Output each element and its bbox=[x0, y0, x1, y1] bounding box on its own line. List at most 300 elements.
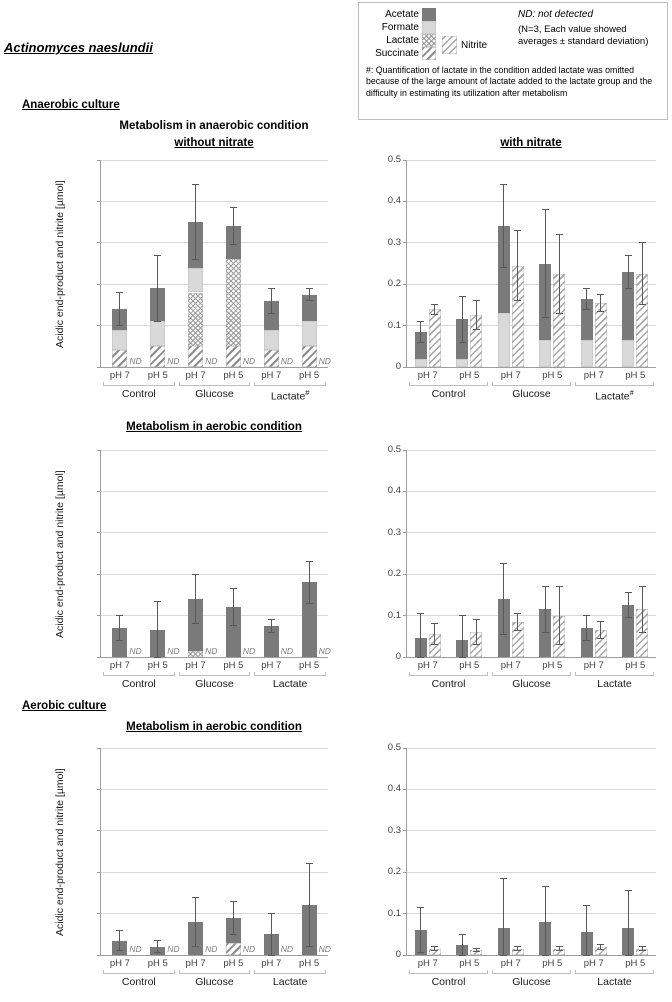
error-bar bbox=[119, 930, 120, 951]
y-axis-tick bbox=[403, 325, 407, 326]
ph-label: pH 7 bbox=[261, 370, 282, 381]
error-bar-cap bbox=[556, 946, 563, 947]
error-bar-cap bbox=[500, 184, 507, 185]
y-axis-tick bbox=[97, 160, 101, 161]
error-bar-cap bbox=[306, 300, 313, 301]
nd-label: ND bbox=[205, 944, 218, 954]
error-bar bbox=[559, 235, 560, 314]
error-bar-cap bbox=[500, 634, 507, 635]
nd-label: ND bbox=[242, 944, 256, 954]
error-bar-cap bbox=[116, 640, 123, 641]
error-bar-cap bbox=[597, 944, 604, 945]
lactate-bar-segment bbox=[188, 651, 203, 657]
gridline bbox=[407, 830, 656, 831]
error-bar-cap bbox=[431, 623, 438, 624]
error-bar-cap bbox=[459, 296, 466, 297]
succinate-bar-segment bbox=[302, 346, 317, 367]
nd-label: ND bbox=[205, 356, 218, 366]
y-axis-tick bbox=[403, 615, 407, 616]
section-anaerobic-culture: Anaerobic culture bbox=[22, 99, 120, 111]
group-label: Control bbox=[431, 388, 466, 400]
ph-label: pH 7 bbox=[500, 958, 521, 969]
legend-label-succinate: Succinate bbox=[375, 48, 419, 59]
row2-heading: Metabolism in aerobic condition bbox=[126, 421, 302, 433]
error-bar-cap bbox=[473, 300, 480, 301]
group-label: Lactate# bbox=[595, 388, 634, 403]
succinate-swatch-icon bbox=[422, 47, 436, 60]
y-axis-tick bbox=[97, 830, 101, 831]
error-bar-cap bbox=[639, 242, 646, 243]
error-bar bbox=[420, 321, 421, 342]
ph-label: pH 7 bbox=[261, 958, 282, 969]
chart-anaerobic-with-nitrate bbox=[387, 154, 656, 403]
formate-bar-segment bbox=[415, 359, 427, 367]
ph-label: pH 7 bbox=[583, 660, 604, 671]
error-bar bbox=[420, 907, 421, 953]
nd-label: ND bbox=[280, 646, 294, 656]
error-bar-cap bbox=[583, 640, 590, 641]
y-axis-tick bbox=[403, 160, 407, 161]
group-label: Glucose bbox=[512, 388, 551, 400]
error-bar-cap bbox=[556, 950, 563, 951]
error-bar bbox=[545, 887, 546, 955]
panel-title-with-nitrate: with nitrate bbox=[500, 137, 562, 149]
error-bar-cap bbox=[500, 563, 507, 564]
error-bar-cap bbox=[625, 288, 632, 289]
error-bar-cap bbox=[192, 184, 199, 185]
error-bar-cap bbox=[639, 304, 646, 305]
y-tick-label: 0.4 bbox=[387, 783, 401, 795]
nd-not-detected-note: ND: not detected bbox=[518, 9, 594, 20]
error-bar bbox=[517, 614, 518, 631]
y-tick-label: 0 bbox=[395, 949, 401, 960]
group-bracket bbox=[179, 382, 251, 386]
group-bracket bbox=[103, 672, 175, 676]
error-bar-cap bbox=[431, 644, 438, 645]
error-bar-cap bbox=[192, 946, 199, 947]
nitrite-bar-segment bbox=[429, 309, 441, 367]
nd-label: ND bbox=[167, 646, 180, 656]
ph-label: pH 7 bbox=[109, 958, 130, 969]
error-bar-cap bbox=[230, 588, 237, 589]
formate-bar-segment bbox=[150, 321, 165, 346]
gridline bbox=[407, 532, 656, 533]
gridline bbox=[101, 450, 328, 451]
lactate-swatch-icon bbox=[422, 34, 436, 47]
y-axis-tick bbox=[403, 242, 407, 243]
gridline bbox=[101, 789, 328, 790]
y-axis-tick bbox=[97, 872, 101, 873]
error-bar bbox=[600, 622, 601, 639]
gridline bbox=[101, 872, 328, 873]
chart-aerobic-culture-with-nitrate bbox=[387, 742, 656, 988]
gridline bbox=[101, 491, 328, 492]
nd-label: ND bbox=[318, 646, 331, 656]
error-bar bbox=[157, 255, 158, 321]
error-bar bbox=[195, 185, 196, 260]
error-bar bbox=[476, 301, 477, 330]
group-bracket bbox=[409, 970, 488, 974]
y-tick-label: 0.3 bbox=[387, 236, 401, 248]
error-bar-cap bbox=[116, 930, 123, 931]
error-bar-cap bbox=[500, 878, 507, 879]
error-bar-cap bbox=[639, 632, 646, 633]
error-bar-cap bbox=[154, 952, 161, 953]
error-bar bbox=[434, 304, 435, 314]
gridline bbox=[407, 284, 656, 285]
error-bar-cap bbox=[268, 955, 275, 956]
ph-label: pH 7 bbox=[417, 660, 438, 671]
error-bar-cap bbox=[154, 321, 161, 322]
row3-heading: Metabolism in aerobic condition bbox=[126, 721, 302, 733]
gridline bbox=[407, 913, 656, 914]
n3-note: (N=3, Each value showed averages ± standard deviation) bbox=[518, 24, 649, 48]
legend-series-stack bbox=[366, 8, 514, 60]
error-bar-cap bbox=[473, 329, 480, 330]
error-bar-cap bbox=[625, 890, 632, 891]
error-bar-cap bbox=[116, 950, 123, 951]
y-tick-label: 0.4 bbox=[387, 195, 401, 207]
error-bar bbox=[309, 288, 310, 300]
group-bracket bbox=[492, 672, 571, 676]
error-bar bbox=[119, 293, 120, 326]
lactate-bar-segment bbox=[226, 259, 241, 346]
error-bar-cap bbox=[306, 288, 313, 289]
error-bar-cap bbox=[473, 619, 480, 620]
y-axis-tick bbox=[403, 367, 407, 368]
y-axis-tick bbox=[403, 872, 407, 873]
error-bar-cap bbox=[192, 623, 199, 624]
ph-label: pH 7 bbox=[185, 958, 206, 969]
group-label: Lactate bbox=[272, 678, 308, 690]
error-bar-cap bbox=[473, 951, 480, 952]
error-bar-cap bbox=[500, 955, 507, 956]
error-bar-cap bbox=[268, 313, 275, 314]
error-bar bbox=[600, 295, 601, 312]
error-bar bbox=[517, 230, 518, 300]
error-bar bbox=[462, 297, 463, 343]
nd-label: ND bbox=[167, 944, 180, 954]
nd-label: ND bbox=[242, 646, 256, 656]
error-bar-cap bbox=[514, 630, 521, 631]
error-bar-cap bbox=[625, 617, 632, 618]
gridline bbox=[101, 242, 328, 243]
group-bracket bbox=[179, 970, 251, 974]
y-axis-tick bbox=[97, 789, 101, 790]
y-axis-tick bbox=[403, 657, 407, 658]
error-bar bbox=[628, 593, 629, 618]
error-bar-cap bbox=[154, 601, 161, 602]
error-bar bbox=[462, 616, 463, 657]
error-bar-cap bbox=[230, 934, 237, 935]
error-bar-cap bbox=[514, 950, 521, 951]
error-bar-cap bbox=[597, 638, 604, 639]
error-bar-cap bbox=[556, 586, 563, 587]
error-bar-cap bbox=[154, 255, 161, 256]
error-bar-cap bbox=[639, 586, 646, 587]
ph-label: pH 5 bbox=[459, 370, 480, 381]
legend-content bbox=[366, 8, 660, 60]
ph-label: pH 5 bbox=[625, 370, 646, 381]
y-tick-label: 0.3 bbox=[387, 824, 401, 836]
y-axis-tick bbox=[403, 284, 407, 285]
gridline bbox=[101, 325, 328, 326]
y-axis-tick bbox=[403, 574, 407, 575]
ph-label: pH 7 bbox=[583, 370, 604, 381]
ph-label: pH 5 bbox=[625, 660, 646, 671]
section-aerobic-culture: Aerobic culture bbox=[22, 700, 107, 712]
formate-bar-segment bbox=[112, 330, 127, 351]
error-bar bbox=[628, 255, 629, 288]
error-bar-cap bbox=[500, 267, 507, 268]
gridline bbox=[101, 748, 328, 749]
y-axis-tick bbox=[403, 491, 407, 492]
error-bar-cap bbox=[417, 342, 424, 343]
error-bar-cap bbox=[625, 955, 632, 956]
error-bar bbox=[642, 587, 643, 633]
chart-anaerobic-without-nitrate bbox=[100, 160, 331, 403]
gridline bbox=[407, 160, 656, 161]
error-bar-cap bbox=[230, 901, 237, 902]
error-bar-cap bbox=[192, 259, 199, 260]
formate-bar-segment bbox=[581, 340, 593, 367]
gridline bbox=[101, 160, 328, 161]
formate-bar-segment bbox=[302, 321, 317, 346]
hash-footnote: #: Quantification of lactate in the condition added lactate was omitted because of the large amount of lactate added to the lactate group and the difficulty in estimating its utilization after metabolism bbox=[366, 65, 653, 98]
group-label: Glucose bbox=[195, 976, 234, 988]
group-bracket bbox=[254, 382, 326, 386]
error-bar-cap bbox=[514, 946, 521, 947]
nd-label: ND bbox=[129, 356, 142, 366]
error-bar-cap bbox=[192, 897, 199, 898]
error-bar-cap bbox=[417, 657, 424, 658]
error-bar-cap bbox=[542, 586, 549, 587]
group-bracket bbox=[575, 672, 654, 676]
nd-label: ND bbox=[280, 944, 294, 954]
error-bar bbox=[503, 185, 504, 268]
error-bar-cap bbox=[268, 913, 275, 914]
group-label: Glucose bbox=[195, 388, 234, 400]
y-tick-label: 0 bbox=[395, 651, 401, 662]
error-bar-cap bbox=[473, 644, 480, 645]
y-tick-label: 0.1 bbox=[387, 609, 401, 621]
error-bar-cap bbox=[583, 615, 590, 616]
ph-label: pH 5 bbox=[625, 958, 646, 969]
error-bar-cap bbox=[154, 940, 161, 941]
y-axis-tick bbox=[403, 789, 407, 790]
y-tick-label: 0.3 bbox=[387, 526, 401, 538]
error-bar-cap bbox=[459, 934, 466, 935]
error-bar-cap bbox=[625, 255, 632, 256]
nitrite-swatch-icon bbox=[442, 36, 457, 54]
error-bar-cap bbox=[597, 311, 604, 312]
ph-label: pH 7 bbox=[583, 958, 604, 969]
group-label: Glucose bbox=[512, 678, 551, 690]
error-bar-cap bbox=[583, 309, 590, 310]
nd-label: ND bbox=[129, 944, 142, 954]
error-bar-cap bbox=[459, 342, 466, 343]
error-bar bbox=[119, 616, 120, 641]
error-bar-cap bbox=[583, 288, 590, 289]
error-bar bbox=[559, 587, 560, 645]
error-bar bbox=[271, 914, 272, 955]
y-axis-tick bbox=[403, 201, 407, 202]
group-label: Control bbox=[431, 678, 466, 690]
error-bar-cap bbox=[306, 561, 313, 562]
gridline bbox=[407, 325, 656, 326]
y-axis-tick bbox=[97, 574, 101, 575]
y-tick-label: 0.5 bbox=[387, 444, 401, 455]
formate-bar-segment bbox=[456, 359, 468, 367]
error-bar bbox=[545, 587, 546, 633]
ph-label: pH 5 bbox=[542, 370, 563, 381]
lactate-bar-segment bbox=[188, 293, 203, 347]
gridline bbox=[101, 830, 328, 831]
error-bar bbox=[586, 288, 587, 309]
formate-bar-segment bbox=[622, 340, 634, 367]
formate-bar-segment bbox=[498, 313, 510, 367]
error-bar-cap bbox=[625, 592, 632, 593]
error-bar-cap bbox=[417, 321, 424, 322]
error-bar-cap bbox=[306, 603, 313, 604]
gridline bbox=[407, 748, 656, 749]
legend-item-acetate bbox=[366, 8, 514, 21]
error-bar-cap bbox=[459, 657, 466, 658]
y-axis-tick bbox=[97, 242, 101, 243]
error-bar-cap bbox=[431, 304, 438, 305]
error-bar-cap bbox=[583, 955, 590, 956]
error-bar bbox=[503, 564, 504, 634]
error-bar-cap bbox=[116, 325, 123, 326]
error-bar-cap bbox=[192, 574, 199, 575]
error-bar bbox=[309, 864, 310, 947]
error-bar-cap bbox=[597, 621, 604, 622]
ph-label: pH 7 bbox=[417, 370, 438, 381]
group-bracket bbox=[575, 970, 654, 974]
y-axis-tick bbox=[403, 450, 407, 451]
ph-label: pH 7 bbox=[109, 370, 130, 381]
error-bar-cap bbox=[473, 948, 480, 949]
chart-aerobic-culture-without-nitrate bbox=[100, 748, 331, 988]
y-tick-label: 0.2 bbox=[387, 568, 401, 580]
ph-label: pH 7 bbox=[109, 660, 130, 671]
y-tick-label: 0.5 bbox=[387, 154, 401, 165]
gridline bbox=[101, 284, 328, 285]
formate-bar-segment bbox=[264, 330, 279, 351]
error-bar-cap bbox=[514, 300, 521, 301]
nd-label: ND bbox=[318, 944, 331, 954]
y-axis-tick bbox=[97, 284, 101, 285]
ph-label: pH 5 bbox=[299, 370, 320, 381]
group-label: Lactate bbox=[597, 678, 632, 690]
formate-bar-segment bbox=[539, 340, 551, 367]
error-bar-cap bbox=[306, 863, 313, 864]
error-bar-cap bbox=[542, 209, 549, 210]
legend-notes bbox=[514, 8, 660, 60]
error-bar bbox=[271, 620, 272, 632]
error-bar bbox=[434, 624, 435, 645]
nd-label: ND bbox=[280, 356, 294, 366]
y-axis-tick bbox=[97, 367, 101, 368]
error-bar-cap bbox=[417, 952, 424, 953]
ph-label: pH 5 bbox=[542, 958, 563, 969]
group-label: Lactate bbox=[597, 976, 632, 988]
group-label: Lactate# bbox=[270, 388, 310, 403]
error-bar bbox=[503, 878, 504, 955]
y-tick-label: 0 bbox=[395, 361, 401, 372]
y-axis-tick bbox=[403, 913, 407, 914]
error-bar-cap bbox=[556, 234, 563, 235]
error-bar-cap bbox=[268, 632, 275, 633]
error-bar-cap bbox=[431, 946, 438, 947]
gridline bbox=[407, 201, 656, 202]
legend-box bbox=[358, 2, 668, 120]
error-bar-cap bbox=[514, 613, 521, 614]
legend-label-acetate: Acetate bbox=[385, 9, 419, 20]
gridline bbox=[101, 574, 328, 575]
error-bar bbox=[195, 574, 196, 624]
error-bar-cap bbox=[230, 625, 237, 626]
group-bracket bbox=[254, 970, 326, 974]
ph-label: pH 5 bbox=[147, 958, 168, 969]
y-axis-tick bbox=[97, 325, 101, 326]
ph-label: pH 7 bbox=[261, 660, 282, 671]
ph-label: pH 5 bbox=[223, 958, 244, 969]
panel-title-without-nitrate: without nitrate bbox=[174, 137, 254, 149]
y-axis-tick bbox=[403, 748, 407, 749]
error-bar bbox=[309, 562, 310, 603]
chart-anaerobic-culture-aerobic-condition-without-nitrate bbox=[100, 450, 331, 690]
succinate-bar-segment bbox=[226, 943, 241, 955]
group-bracket bbox=[409, 672, 488, 676]
error-bar-cap bbox=[542, 317, 549, 318]
ph-label: pH 7 bbox=[185, 660, 206, 671]
nitrite-bar-segment bbox=[595, 303, 607, 367]
error-bar-cap bbox=[417, 907, 424, 908]
error-bar-cap bbox=[514, 230, 521, 231]
ph-label: pH 5 bbox=[299, 660, 320, 671]
error-bar bbox=[545, 210, 546, 318]
y-tick-label: 0.4 bbox=[387, 485, 401, 497]
formate-bar-segment bbox=[188, 268, 203, 293]
error-bar-cap bbox=[542, 632, 549, 633]
y-axis-tick bbox=[97, 615, 101, 616]
y-axis-tick bbox=[403, 955, 407, 956]
error-bar-cap bbox=[597, 949, 604, 950]
error-bar bbox=[195, 897, 196, 947]
error-bar-cap bbox=[431, 314, 438, 315]
formate-swatch-icon bbox=[422, 21, 436, 34]
nd-label: ND bbox=[242, 356, 256, 366]
error-bar-cap bbox=[230, 244, 237, 245]
ph-label: pH 5 bbox=[147, 370, 168, 381]
nd-label: ND bbox=[205, 646, 218, 656]
y-axis-title-row1: Acidic end-product and nitrite [µmol] bbox=[54, 180, 66, 348]
ph-label: pH 5 bbox=[223, 660, 244, 671]
error-bar-cap bbox=[116, 292, 123, 293]
error-bar bbox=[642, 243, 643, 305]
y-axis-title-row2: Acidic end-product and nitrite [µmol] bbox=[54, 470, 66, 638]
y-axis-tick bbox=[97, 201, 101, 202]
group-bracket bbox=[103, 382, 175, 386]
group-bracket bbox=[492, 970, 571, 974]
y-tick-label: 0.2 bbox=[387, 278, 401, 290]
ph-label: pH 5 bbox=[299, 958, 320, 969]
group-bracket bbox=[103, 970, 175, 974]
y-axis-tick bbox=[97, 450, 101, 451]
y-tick-label: 0.2 bbox=[387, 866, 401, 878]
y-axis-tick bbox=[97, 748, 101, 749]
